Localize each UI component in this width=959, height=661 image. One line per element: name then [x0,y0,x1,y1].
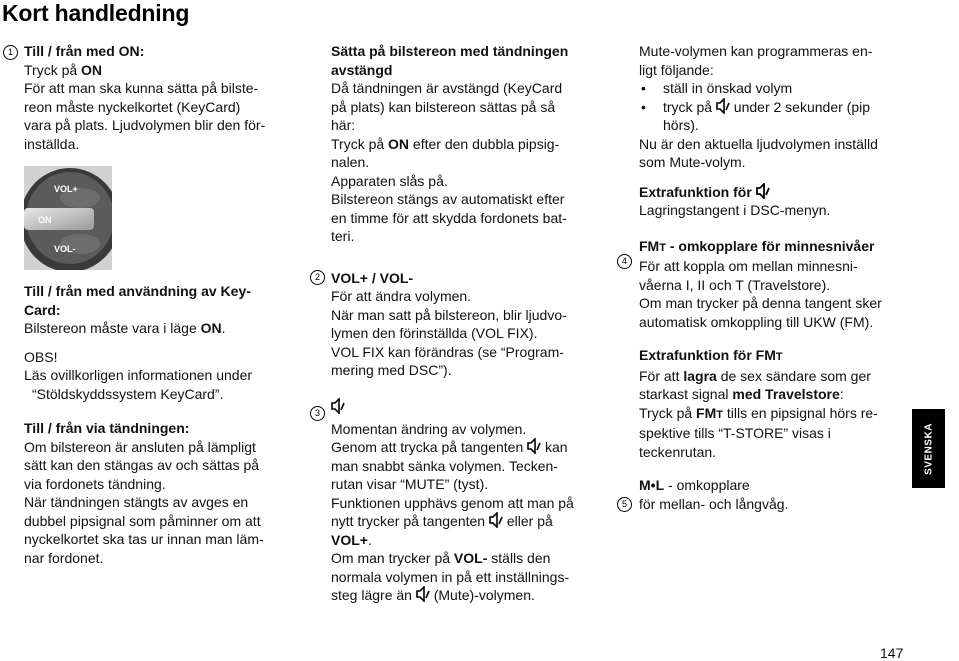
section-heading: Extrafunktion för [639,183,907,202]
text-line: Nu är den aktuella ljudvolymen inställd [639,135,878,152]
column-3 [639,42,907,513]
text-line: sätt kan den stängas av och sättas på [24,457,260,473]
section-heading: Sätta på bilstereon med tändningen [331,43,569,59]
text-line: För att koppla om mellan minnesni- [639,258,858,274]
text-line: Läs ovillkorligen informationen under [24,367,253,383]
text-line: teckenrutan. [639,443,717,460]
text-line: lymen den förinställda (VOL FIX). [331,325,538,341]
item-number-4: 4 [617,254,632,269]
column-1-lower [24,282,292,567]
text-line: steg lägre än (Mute)-volymen. [331,587,535,603]
mute-heading [331,398,601,420]
section-heading: Till / från med användning av Key- [24,283,251,299]
mute-icon [416,586,430,602]
text-line: Momentan ändring av volymen. [331,420,527,437]
text-line: Bilstereon måste vara i läge ON. [24,320,226,336]
text-line: starkast signal med Travelstore: [639,386,844,402]
item-number-1: 1 [3,45,18,60]
text-line: Tryck på ON efter den dubbla pipsig- [331,135,560,152]
list-item: • ställ in önskad volym [641,80,793,96]
text-line: rutan visar “MUTE” (tyst). [331,476,489,492]
section-heading: Till / från via tändningen: [24,420,190,436]
text-line: Bilstereon stängs av automatiskt efter [331,191,565,207]
text-line: M•L - omkopplare [639,477,750,493]
text-line: För att ändra volymen. [331,288,472,304]
text-line: nalen. [331,154,370,170]
mute-icon [756,183,770,199]
text-line: spektive tills “T-STORE” visas i [639,425,831,441]
text-line: inställda. [24,135,80,152]
section-heading: Card: [24,301,61,318]
text-line: Tryck på FMT tills en pipsignal hörs re- [639,404,878,421]
text-line: Om man trycker på denna tangent sker [639,295,882,311]
mute-icon [489,512,503,528]
text-line: en timme för att skydda fordonets bat- [331,209,567,226]
list-item: • tryck på under 2 sekunder (pip [641,98,870,115]
text-line: här: [331,117,356,133]
section-heading: Till / från med ON: [24,43,145,59]
text-line: nytt trycker på tangenten eller på [331,513,553,529]
item-number-5: 5 [617,497,632,512]
obs-label: OBS! [24,348,58,365]
text-line: för mellan- och långvåg. [639,495,789,512]
mute-icon [716,98,730,114]
mute-icon [331,398,345,414]
text-line: När man satt på bilstereon, blir ljudvo- [331,306,567,323]
text-line: vara på plats. Ljudvolymen blir den för- [24,117,266,133]
text-line: Då tändningen är avstängd (KeyCard [331,80,563,96]
section-heading: Extrafunktion för FMT [639,347,783,363]
text-line: VOL FIX kan förändras (se “Program- [331,343,564,360]
text-line: dubbel pipsignal som påminner om att [24,512,261,529]
text-line: Lagringstangent i DSC-menyn. [639,202,831,218]
text-line: via fordonets tändning. [24,475,166,492]
knob-label-vol-minus: VOL- [54,244,76,254]
text-line: Funktionen upphävs genom att man på [331,494,574,511]
text-line: normala volymen in på ett inställnings- [331,568,570,585]
text-line: reon måste nyckelkortet (KeyCard) [24,98,241,115]
text-line: “Stöldskyddssystem KeyCard”. [32,385,224,402]
text-line: När tändningen stängts av avges en [24,494,249,510]
column-2 [331,42,601,605]
text-line: Tryck på ON [24,61,103,78]
knob-label-vol-plus: VOL+ [54,184,78,194]
text-line: Apparaten slås på. [331,172,448,189]
section-heading: avstängd [331,61,393,78]
text-line: automatisk omkoppling till UKW (FM). [639,313,874,330]
text-line: För att lagra de sex sändare som ger [639,367,871,384]
page-title: Kort handledning [2,0,190,26]
mute-icon [527,438,541,454]
text-line: Genom att trycka på tangenten kan [331,439,568,455]
volume-knob-photo [24,166,112,270]
item-number-3: 3 [310,406,325,421]
text-line: på plats) kan bilstereon sättas på så [331,98,556,115]
text-line: teri. [331,228,355,244]
text-line: man snabbt sänka volymen. Tecken- [331,457,558,474]
text-line: nar fordonet. [24,549,104,566]
text-line: Om man trycker på VOL- ställs den [331,550,551,566]
item-number-2: 2 [310,270,325,285]
bullet: • [641,80,646,96]
text-line: hörs). [663,117,699,133]
column-1 [24,42,292,153]
text-line: För att man ska kunna sätta på bilste- [24,80,259,96]
section-heading: VOL+ / VOL- [331,269,414,286]
knob-label-on: ON [38,215,52,225]
text-line: mering med DSC”). [331,362,452,378]
language-tab: SVENSKA [912,409,945,488]
section-heading: FMT - omkopplare för minnesnivåer [639,237,875,254]
page-number: 147 [880,645,904,661]
text-line: ligt följande: [639,61,714,78]
text-line: Mute-volymen kan programmeras en- [639,43,873,59]
text-line: som Mute-volym. [639,154,746,170]
text-line: nyckelkortet ska tas ur innan man läm- [24,531,264,547]
text-line: Om bilstereon är ansluten på lämpligt [24,438,256,455]
text-line: VOL+. [331,531,372,548]
text-line: våerna I, II och T (Travelstore). [639,276,831,293]
bullet: • [641,98,646,115]
